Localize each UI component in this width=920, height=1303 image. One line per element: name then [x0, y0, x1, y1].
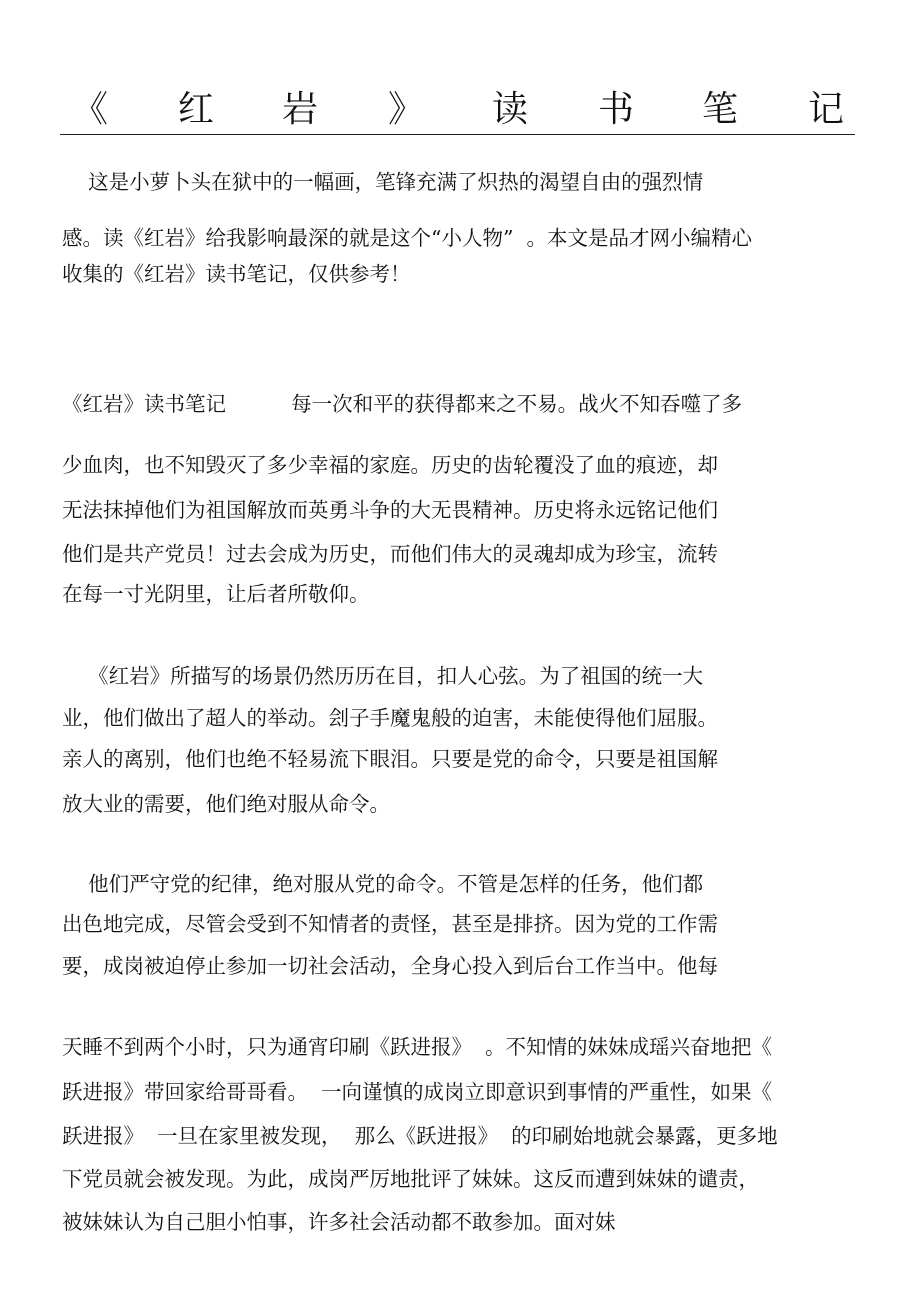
text-line: 放大业的需要，他们绝对服从命令。 — [62, 792, 390, 816]
text-line: 少血肉，也不知毁灭了多少幸福的家庭。历史的齿轮覆没了血的痕迹，却 — [62, 453, 718, 477]
text-line: 无法抹掉他们为祖国解放而英勇斗争的大无畏精神。历史将永远铭记他们 — [62, 498, 718, 522]
text-line: 跃进报》带回家给哥哥看。 一向谨慎的成岗立即意识到事情的严重性，如果《 — [62, 1080, 773, 1104]
text-line: 《红岩》所描写的场景仍然历历在目，扣人心弦。为了祖国的统一大 — [62, 664, 704, 688]
text-line: 他们是共产党员！过去会成为历史，而他们伟大的灵魂却成为珍宝，流转 — [62, 542, 718, 566]
text-line: 亲人的离别，他们也绝不轻易流下眼泪。只要是党的命令，只要是祖国解 — [62, 747, 718, 771]
title-char: 红 — [178, 89, 215, 130]
title-char: 》 — [388, 89, 425, 130]
title-char: 笔 — [702, 89, 739, 130]
text-line: 业，他们做出了超人的举动。刽子手魔鬼般的迫害，未能使得他们屈服。 — [62, 706, 718, 730]
text-line: 收集的《红岩》读书笔记，仅供参考！ — [62, 262, 411, 286]
text-line: 在每一寸光阴里，让后者所敬仰。 — [62, 582, 370, 606]
text-line: 下党员就会被发现。为此，成岗严厉地批评了妹妹。这反而遭到妹妹的谴责， — [62, 1167, 759, 1191]
text-line: 要，成岗被迫停止参加一切社会活动，全身心投入到后台工作当中。他每 — [62, 954, 718, 978]
text-line: 感。读《红岩》给我影响最深的就是这个“小人物” 。本文是品才网小编精心 — [62, 226, 752, 250]
title-char: 记 — [808, 89, 845, 130]
text-line: 这是小萝卜头在狱中的一幅画，笔锋充满了炽热的渴望自由的强烈情 — [62, 170, 704, 194]
text-line: 跃进报》 一旦在家里被发现， 那么《跃进报》 的印刷始地就会暴露，更多地 — [62, 1124, 778, 1148]
title-char: 《 — [72, 89, 109, 130]
text-line: 天睡不到两个小时，只为通宵印刷《跃进报》 。不知情的妹妹成瑶兴奋地把《 — [62, 1035, 773, 1059]
title-char: 岩 — [282, 89, 319, 130]
title-char: 书 — [598, 89, 635, 130]
text-line: 出色地完成，尽管会受到不知情者的责怪，甚至是排挤。因为党的工作需 — [62, 912, 718, 936]
text-line: 他们严守党的纪律，绝对服从党的命令。不管是怎样的任务，他们都 — [62, 872, 704, 896]
text-line: 被妹妹认为自己胆小怕事，许多社会活动都不敢参加。面对妹 — [62, 1210, 616, 1234]
document-title — [60, 86, 855, 135]
title-char: 读 — [492, 89, 529, 130]
text-line: 《红岩》读书笔记 每一次和平的获得都来之不易。战火不知吞噬了多 — [62, 392, 743, 416]
